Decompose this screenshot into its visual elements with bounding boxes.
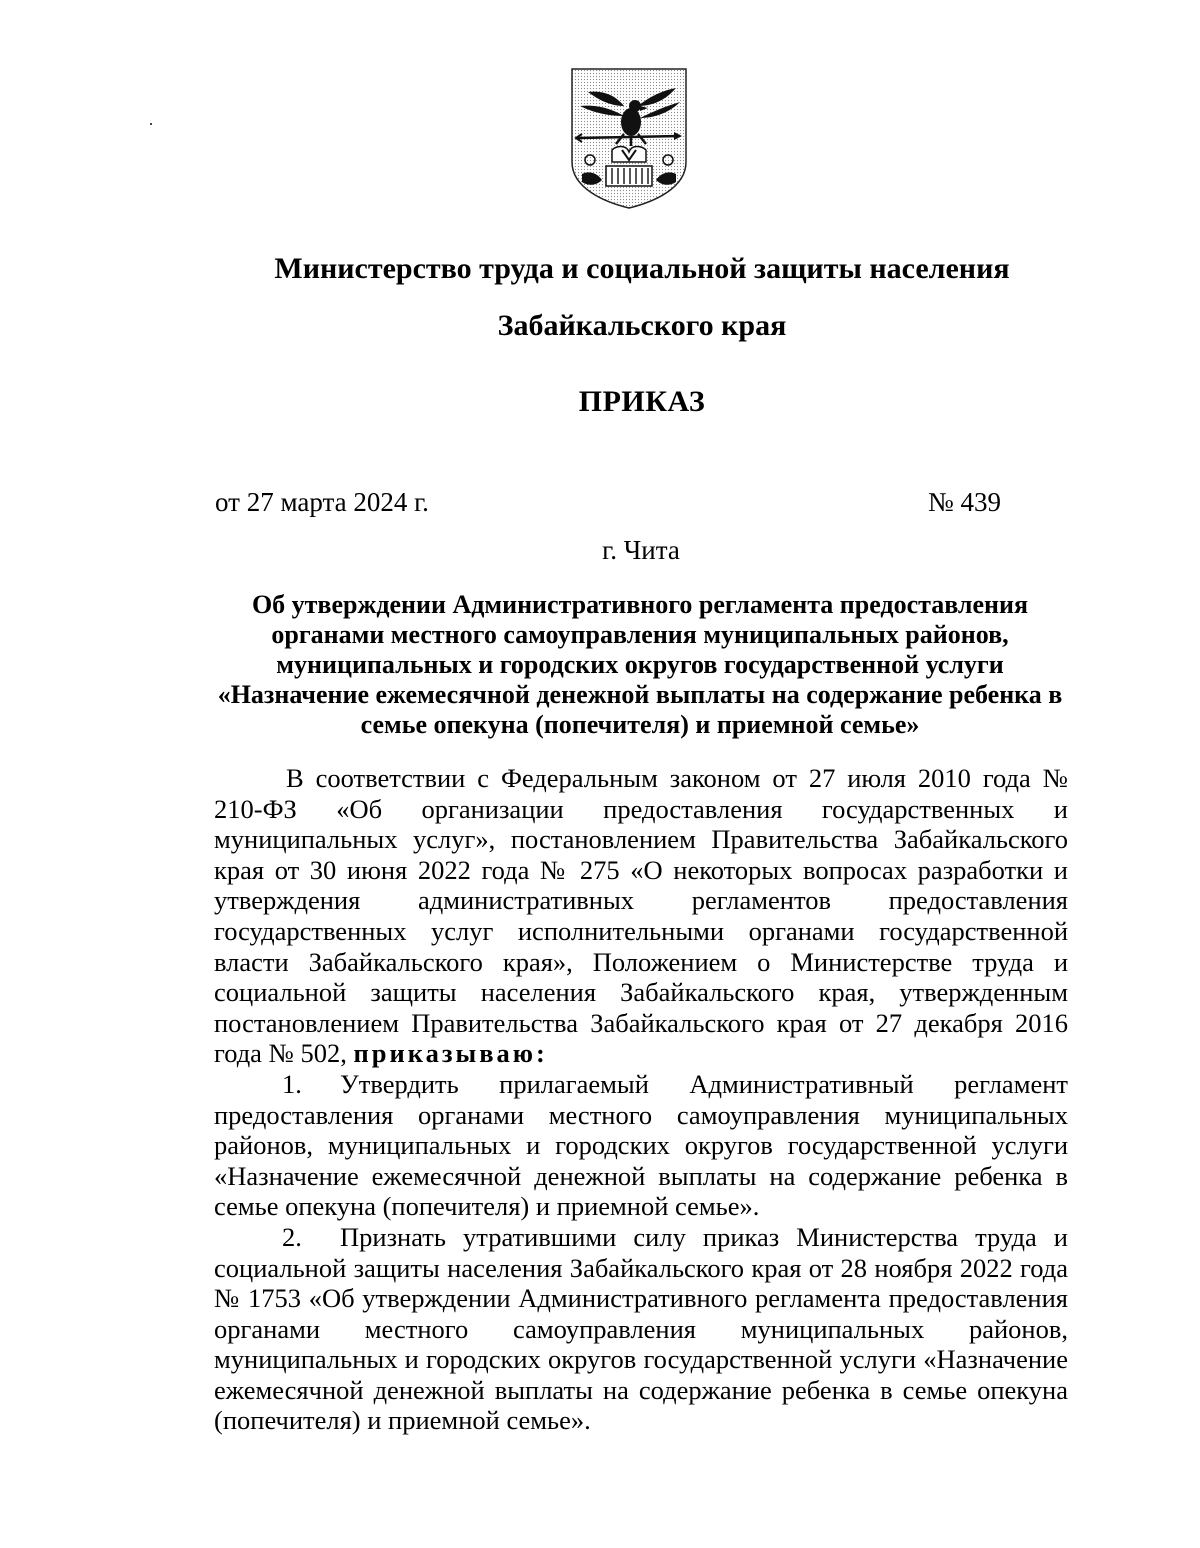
item-number: 1. [282,1068,302,1099]
order-title-line: Об утверждении Административного регламента предоставления [251,590,1029,619]
order-title-line: семье опекуна (попечителя) и приемной семье» [360,710,920,739]
preamble-paragraph [214,763,1068,1069]
city-name: г. Чита [602,535,680,565]
order-title [200,590,1080,740]
order-title-line: «Назначение ежемесячной денежной выплаты на содержание ребенка в [217,680,1063,709]
order-number: № 439 [927,487,1001,517]
order-item [214,1069,1068,1222]
preamble-text: В соответствии с Федеральным законом от 27 июля 2010 года № 210-ФЗ «Об организации предоставления государственных и муниципальных услуг», постановлением Правительства Забайкальского края от 30 июня 2022 года № 275 «О некоторых вопросах разработки и утверждения административных регламентов предоставления государственных услуг исполнительными органами государственной власти Забайкальского края», Положением о Министерстве труда и социальной защиты населения Забайкальского края, утвержденным постановлением Правительства Забайкальского края от 27 декабря 2016 года № 502, [214,763,1068,1069]
region-name: Забайкальского края [497,309,787,342]
item-text: Утвердить прилагаемый Административный регламент предоставления органами местного самоуправления муниципальных районов, муниципальных и городских округов государственной услуги «Назначение ежемесячной денежной выплаты на содержание ребенка в семье опекуна (попечителя) и приемной семье». [214,1068,1068,1222]
order-body [214,763,1068,1436]
ministry-name: Министерство труда и социальной защиты населения [274,252,1010,285]
item-number: 2. [282,1221,302,1252]
document-type: ПРИКАЗ [578,385,706,418]
coat-of-arms-emblem [568,66,690,210]
command-word: приказываю: [353,1038,548,1069]
order-item [214,1222,1068,1436]
order-title-line: органами местного самоуправления муниципальных районов, [271,620,1009,649]
date-number-line [215,486,1001,518]
order-title-line: муниципальных и городских округов государственной услуги [276,650,1004,679]
scan-speck [150,123,152,125]
item-text: Признать утратившими силу приказ Министерства труда и социальной защиты населения Забайкальского края от 28 ноября 2022 года № 1753 «Об утверждении Административного регламента предоставления органами местного самоуправления муниципальных районов, муниципальных и городских округов государственной услуги «Назначение ежемесячной денежной выплаты на содержание ребенка в семье опекуна (попечителя) и приемной семье». [214,1221,1068,1436]
order-date: от 27 марта 2024 г. [215,487,429,517]
